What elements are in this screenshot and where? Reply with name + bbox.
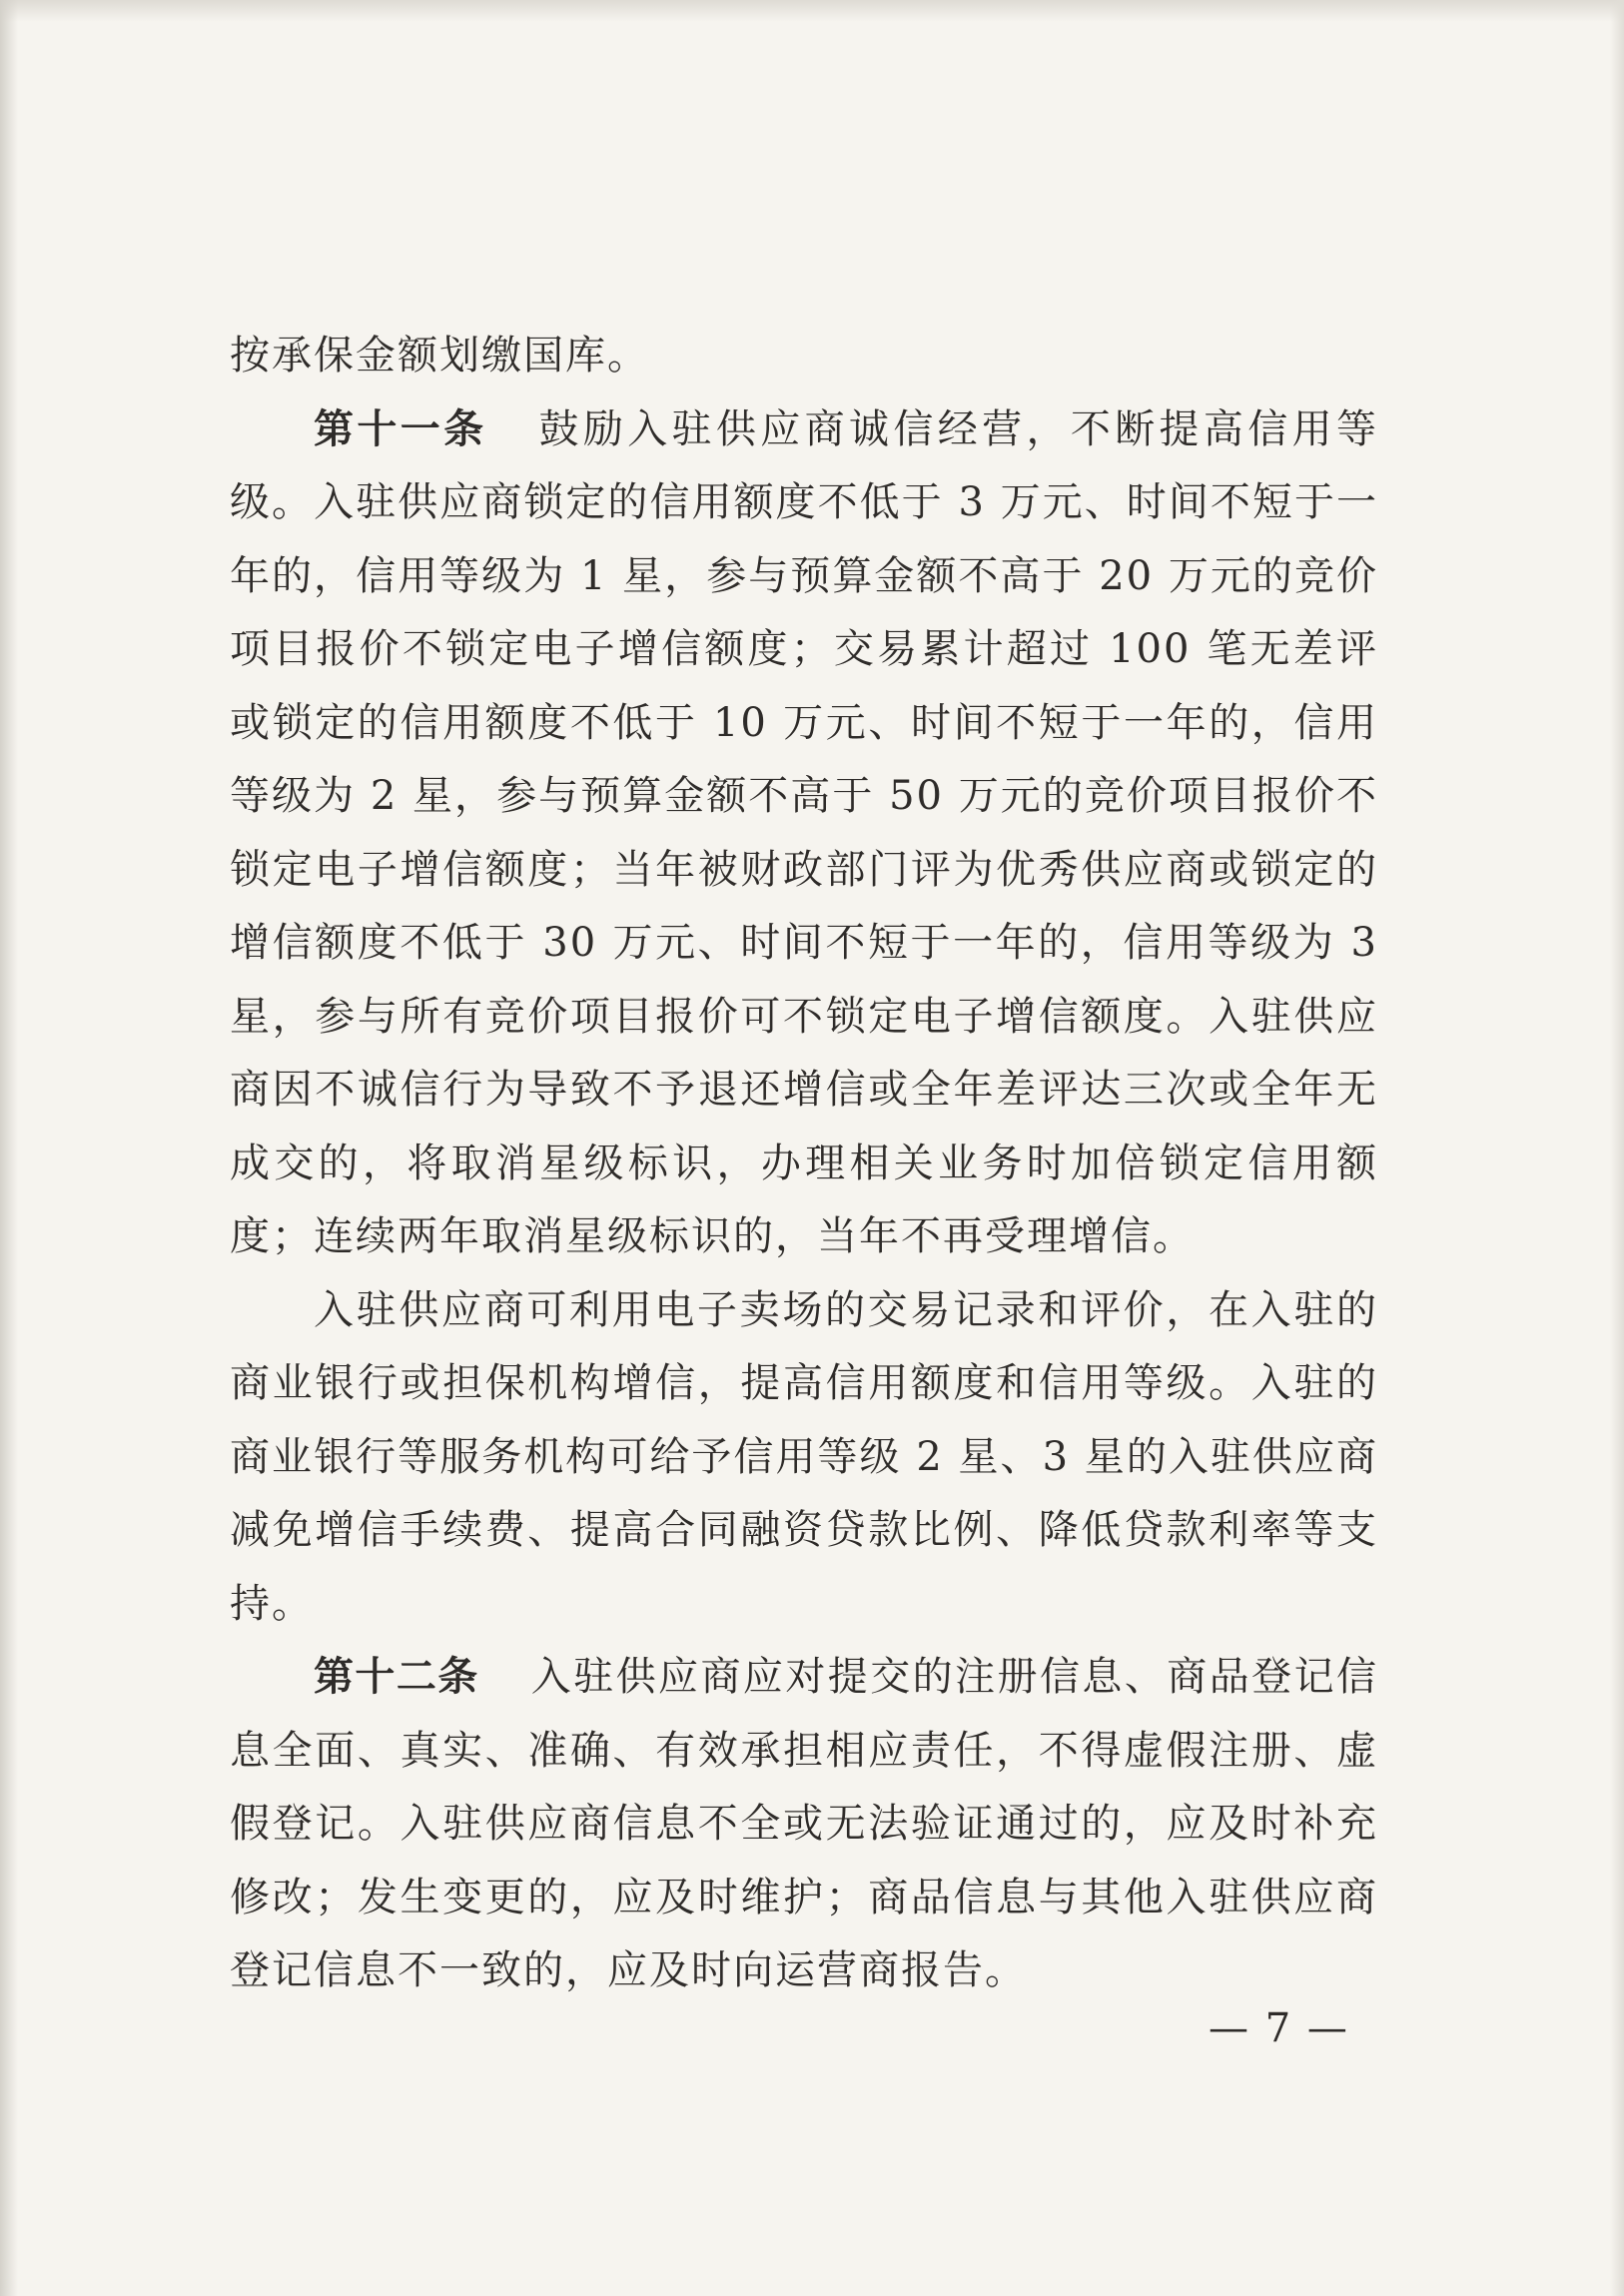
paragraph-continuation — [230, 320, 1378, 393]
scan-shadow-left — [0, 0, 18, 2296]
article-label: 第十二条 — [314, 1654, 479, 1700]
paragraph-credit-enhancement — [230, 1274, 1378, 1642]
article-label: 第十一条 — [314, 405, 487, 452]
paragraph-text: 按承保金额划缴国库。 — [230, 333, 649, 379]
page-number: — 7 — — [1209, 2005, 1349, 2051]
document-body — [230, 320, 1378, 2008]
scan-shadow-right — [1610, 0, 1624, 2296]
paragraph-text: 鼓励入驻供应商诚信经营，不断提高信用等级。入驻供应商锁定的信用额度不低于 3 万元、时间不短于一年的，信用等级为 1 星，参与预算金额不高于 20 万元的竞价项目报价不锁定电子增信额度；交易累计超过 100 笔无差评或锁定的信用额度不低于 10 万元、时间不短于一年的，信用等级为 2 星，参与预算金额不高于 50 万元的竞价项目报价不锁定电子增信额度；当年被财政部门评为优秀供应商或锁定的增信额度不低于 30 万元、时间不短于一年的，信用等级为 3 星，参与所有竞价项目报价可不锁定电子增信额度。入驻供应商因不诚信行为导致不予退还增信或全年差评达三次或全年无成交的，将取消星级标识，办理相关业务时加倍锁定信用额度；连续两年取消星级标识的，当年不再受理增信。 — [230, 405, 1379, 1259]
scan-shadow-top — [0, 0, 1624, 22]
paragraph-text: 入驻供应商可利用电子卖场的交易记录和评价，在入驻的商业银行或担保机构增信，提高信用额度和信用等级。入驻的商业银行等服务机构可给予信用等级 2 星、3 星的入驻供应商减免增信手续费、提高合同融资贷款比例、降低贷款利率等支持。 — [230, 1286, 1378, 1627]
article-11 — [230, 393, 1378, 1274]
paragraph-text: 入驻供应商应对提交的注册信息、商品登记信息全面、真实、准确、有效承担相应责任，不得虚假注册、虚假登记。入驻供应商信息不全或无法验证通过的，应及时补充修改；发生变更的，应及时维护；商品信息与其他入驻供应商登记信息不一致的，应及时向运营商报告。 — [230, 1654, 1379, 1993]
article-12 — [230, 1641, 1378, 2008]
